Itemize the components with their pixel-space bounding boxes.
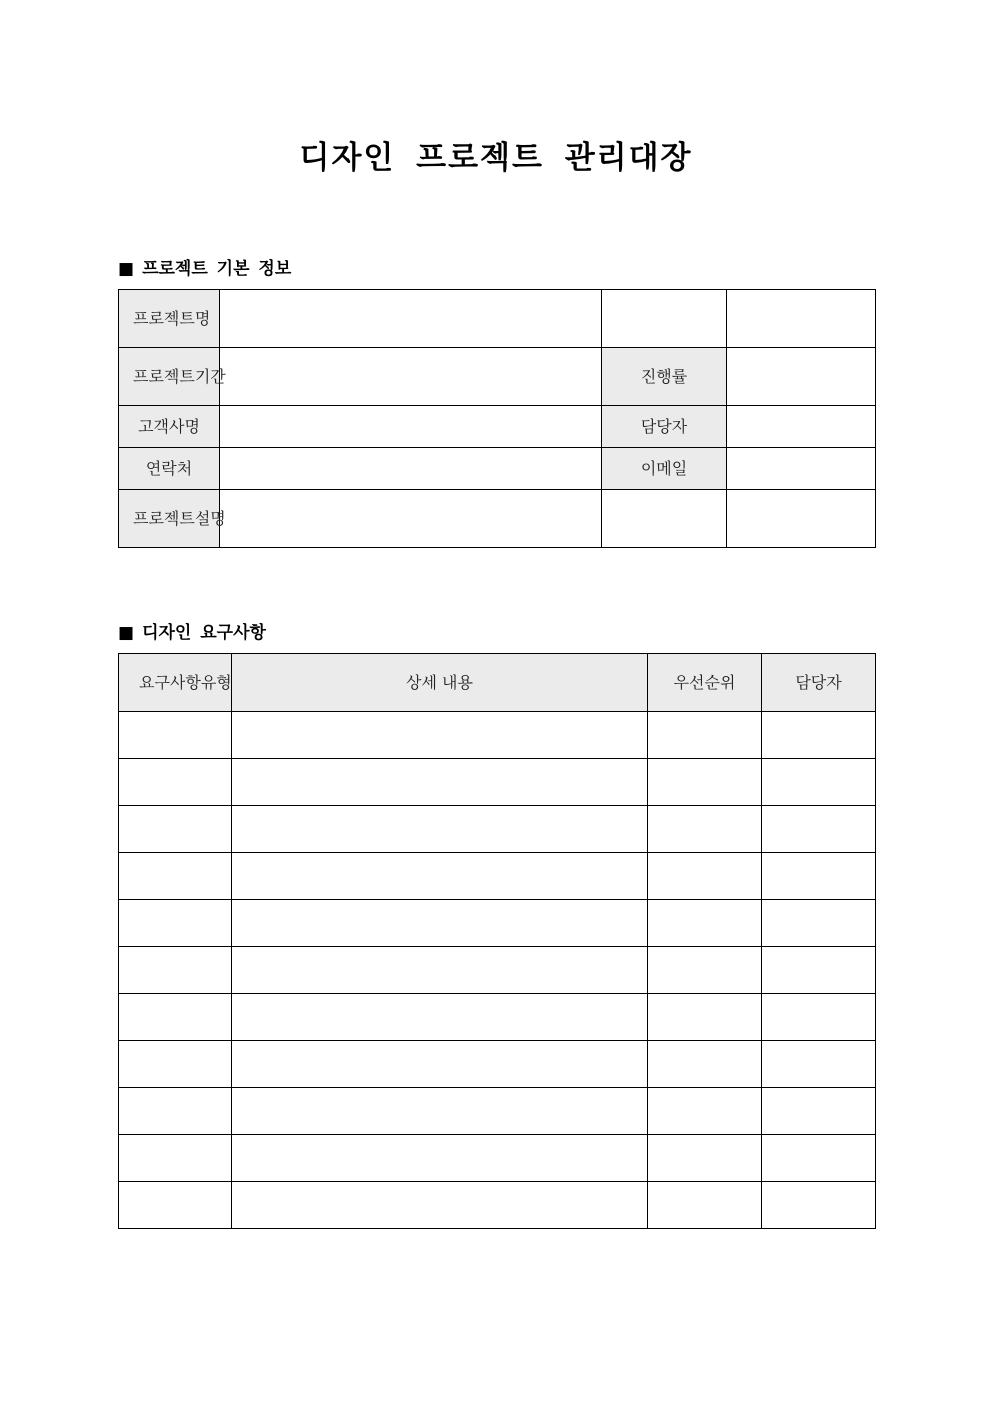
requirement-type-cell[interactable]: [119, 712, 232, 759]
requirement-type-cell[interactable]: [119, 1088, 232, 1135]
manager-field[interactable]: [727, 406, 876, 448]
requirement-details-cell[interactable]: [232, 1041, 648, 1088]
project-name-label: 프로젝트명: [119, 290, 220, 348]
requirement-details-cell[interactable]: [232, 806, 648, 853]
table-row: [119, 853, 876, 900]
table-row: [119, 806, 876, 853]
requirement-type-cell[interactable]: [119, 806, 232, 853]
requirement-type-cell[interactable]: [119, 994, 232, 1041]
progress-rate-field[interactable]: [727, 348, 876, 406]
blank-cell[interactable]: [727, 290, 876, 348]
blank-cell[interactable]: [602, 290, 727, 348]
requirement-type-cell[interactable]: [119, 1135, 232, 1182]
requirement-owner-cell[interactable]: [762, 900, 876, 947]
requirement-priority-cell[interactable]: [648, 712, 762, 759]
requirement-details-cell[interactable]: [232, 712, 648, 759]
requirement-owner-cell[interactable]: [762, 759, 876, 806]
requirement-owner-cell[interactable]: [762, 1041, 876, 1088]
project-description-field[interactable]: [220, 490, 602, 548]
requirements-table: [118, 653, 876, 1229]
column-header-type: 요구사항유형: [119, 654, 232, 712]
section-heading-requirements: [118, 618, 266, 643]
project-name-field[interactable]: [220, 290, 602, 348]
requirement-details-cell[interactable]: [232, 1182, 648, 1229]
requirement-priority-cell[interactable]: [648, 806, 762, 853]
table-row: [119, 1135, 876, 1182]
section-heading-basic-info: [118, 254, 291, 279]
table-row: [119, 900, 876, 947]
requirement-owner-cell[interactable]: [762, 1135, 876, 1182]
requirement-owner-cell[interactable]: [762, 806, 876, 853]
requirement-details-cell[interactable]: [232, 1088, 648, 1135]
requirement-details-cell[interactable]: [232, 853, 648, 900]
requirement-type-cell[interactable]: [119, 900, 232, 947]
requirement-priority-cell[interactable]: [648, 900, 762, 947]
progress-rate-label: 진행률: [602, 348, 727, 406]
section-heading-text: 디자인 요구사항: [142, 623, 266, 643]
email-label: 이메일: [602, 448, 727, 490]
requirement-priority-cell[interactable]: [648, 1135, 762, 1182]
requirement-priority-cell[interactable]: [648, 947, 762, 994]
requirement-details-cell[interactable]: [232, 759, 648, 806]
project-description-label: 프로젝트설명: [119, 490, 220, 548]
table-row: [119, 448, 876, 490]
requirement-type-cell[interactable]: [119, 947, 232, 994]
requirement-owner-cell[interactable]: [762, 994, 876, 1041]
section-heading-text: 프로젝트 기본 정보: [142, 259, 292, 279]
requirement-priority-cell[interactable]: [648, 1088, 762, 1135]
contact-label: 연락처: [119, 448, 220, 490]
table-row: [119, 759, 876, 806]
requirement-priority-cell[interactable]: [648, 759, 762, 806]
table-row: [119, 1088, 876, 1135]
page-title: 디자인 프로젝트 관리대장: [299, 140, 693, 176]
square-bullet-icon: ■: [118, 259, 135, 279]
square-bullet-icon: ■: [118, 623, 135, 643]
table-row: [119, 712, 876, 759]
blank-cell[interactable]: [727, 490, 876, 548]
manager-label: 담당자: [602, 406, 727, 448]
requirement-owner-cell[interactable]: [762, 712, 876, 759]
requirement-owner-cell[interactable]: [762, 1182, 876, 1229]
table-row: [119, 994, 876, 1041]
table-row: [119, 348, 876, 406]
table-row: [119, 406, 876, 448]
project-period-label: 프로젝트기간: [119, 348, 220, 406]
requirement-details-cell[interactable]: [232, 947, 648, 994]
client-name-field[interactable]: [220, 406, 602, 448]
table-header-row: [119, 654, 876, 712]
requirement-priority-cell[interactable]: [648, 1041, 762, 1088]
requirement-type-cell[interactable]: [119, 759, 232, 806]
requirement-priority-cell[interactable]: [648, 853, 762, 900]
column-header-owner: 담당자: [762, 654, 876, 712]
requirement-type-cell[interactable]: [119, 1182, 232, 1229]
requirement-owner-cell[interactable]: [762, 947, 876, 994]
project-period-field[interactable]: [220, 348, 602, 406]
table-row: [119, 1182, 876, 1229]
requirement-type-cell[interactable]: [119, 1041, 232, 1088]
blank-cell[interactable]: [602, 490, 727, 548]
contact-field[interactable]: [220, 448, 602, 490]
client-name-label: 고객사명: [119, 406, 220, 448]
table-row: [119, 1041, 876, 1088]
table-row: [119, 947, 876, 994]
column-header-details: 상세 내용: [232, 654, 648, 712]
table-row: [119, 290, 876, 348]
requirement-priority-cell[interactable]: [648, 1182, 762, 1229]
basic-info-table: [118, 289, 876, 548]
column-header-priority: 우선순위: [648, 654, 762, 712]
requirement-priority-cell[interactable]: [648, 994, 762, 1041]
requirement-owner-cell[interactable]: [762, 853, 876, 900]
requirement-details-cell[interactable]: [232, 900, 648, 947]
email-field[interactable]: [727, 448, 876, 490]
table-row: [119, 490, 876, 548]
requirement-owner-cell[interactable]: [762, 1088, 876, 1135]
requirement-type-cell[interactable]: [119, 853, 232, 900]
requirement-details-cell[interactable]: [232, 994, 648, 1041]
requirement-details-cell[interactable]: [232, 1135, 648, 1182]
